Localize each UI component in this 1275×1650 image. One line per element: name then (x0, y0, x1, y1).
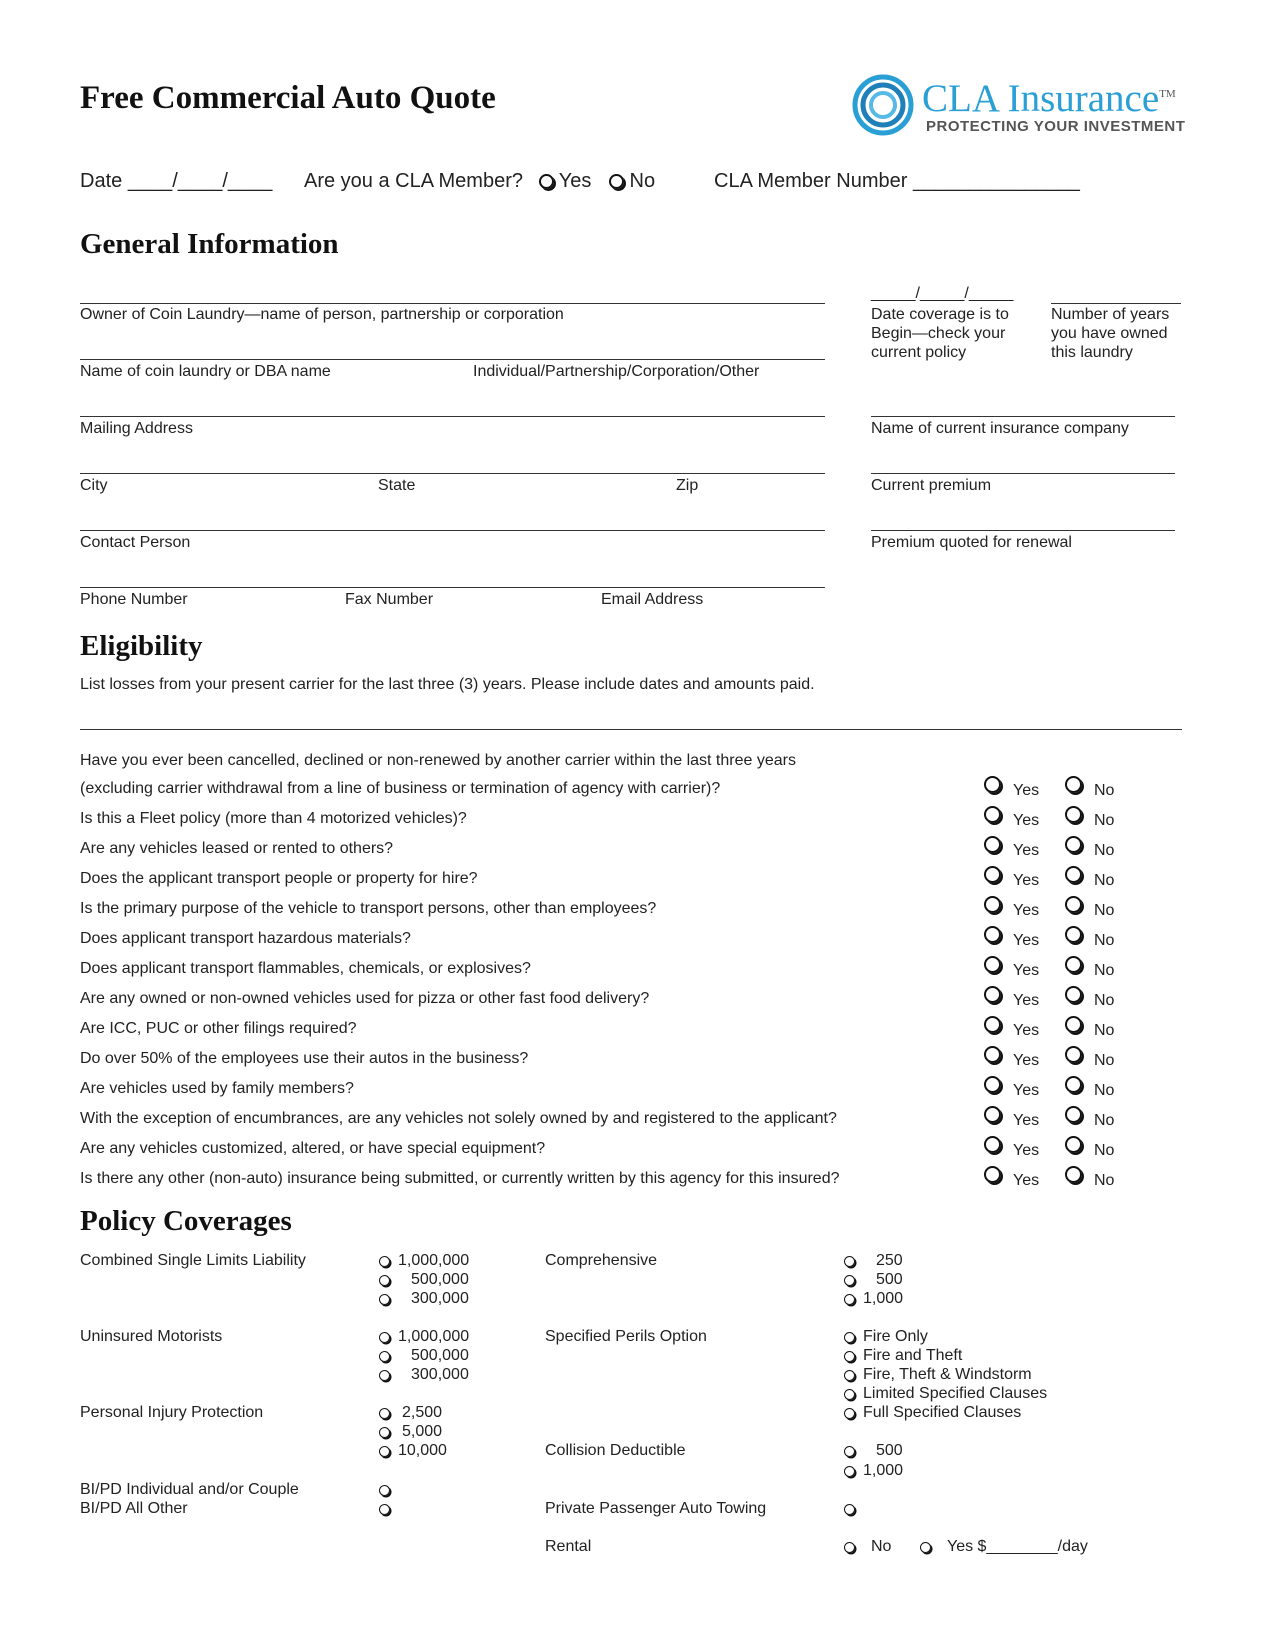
bipd-individual-label: BI/PD Individual and/or Couple (80, 1481, 299, 1498)
member-yes-option[interactable]: Yes (539, 170, 597, 192)
radio-icon[interactable] (379, 1370, 390, 1381)
eligibility-yes-option[interactable] (984, 806, 1040, 829)
radio-icon[interactable] (844, 1466, 855, 1477)
radio-icon[interactable] (984, 986, 1001, 1003)
eligibility-question-row (80, 810, 1215, 830)
eligibility-question-text: Are ICC, PUC or other filings required? (80, 1020, 357, 1037)
eligibility-question-row (80, 840, 1215, 860)
perils-option[interactable]: Fire Only (844, 1327, 928, 1346)
towing-label: Private Passenger Auto Towing (545, 1500, 767, 1517)
eligibility-question-row (80, 1020, 1215, 1040)
radio-icon[interactable] (844, 1275, 855, 1286)
radio-icon[interactable] (1065, 776, 1082, 793)
eligibility-no-option[interactable] (1065, 1106, 1115, 1129)
radio-icon[interactable] (1065, 866, 1082, 883)
eligibility-yes-option[interactable] (984, 1136, 1040, 1159)
eligibility-no-label: No (1094, 1052, 1115, 1069)
eligibility-yes-label: Yes (1013, 1172, 1040, 1189)
specified-perils-label: Specified Perils Option (545, 1328, 707, 1345)
mailing-address-label: Mailing Address (80, 420, 193, 437)
eligibility-no-option[interactable] (1065, 1076, 1115, 1099)
current-insurer-label: Name of current insurance company (871, 420, 1129, 437)
entity-type-label: Individual/Partnership/Corporation/Other (473, 363, 760, 380)
eligibility-question-text: With the exception of encumbrances, are any vehicles not solely owned by and registered to the applicant? (80, 1110, 837, 1127)
radio-icon[interactable] (984, 836, 1001, 853)
radio-icon[interactable] (984, 956, 1001, 973)
radio-icon[interactable] (539, 174, 554, 189)
eligibility-no-option[interactable] (1065, 1166, 1115, 1189)
radio-icon[interactable] (379, 1332, 390, 1343)
eligibility-question-row (80, 1050, 1215, 1070)
rental-label: Rental (545, 1538, 592, 1555)
pip-option[interactable]: 5,000 (379, 1422, 442, 1441)
eligibility-yes-label: Yes (1013, 1142, 1040, 1159)
eligibility-yes-option[interactable] (984, 1166, 1040, 1189)
radio-icon[interactable] (609, 174, 624, 189)
radio-icon[interactable] (844, 1351, 855, 1362)
radio-icon[interactable] (379, 1408, 390, 1419)
radio-icon[interactable] (844, 1332, 855, 1343)
owner-field-line[interactable] (80, 303, 825, 304)
eligibility-no-option[interactable] (1065, 806, 1115, 829)
eligibility-no-option[interactable] (1065, 1136, 1115, 1159)
date-field[interactable]: ____/____/____ (127, 170, 273, 192)
policy-coverages-heading: Policy Coverages (80, 1205, 292, 1237)
radio-icon[interactable] (984, 1136, 1001, 1153)
date-line (80, 170, 272, 193)
eligibility-question-row (80, 900, 1215, 920)
eligibility-yes-option[interactable] (984, 986, 1040, 1009)
collision-option[interactable]: 500 (844, 1441, 903, 1460)
um-option[interactable]: 1,000,000 (379, 1327, 469, 1346)
radio-icon[interactable] (1065, 896, 1082, 913)
eligibility-no-option[interactable] (1065, 1046, 1115, 1069)
radio-icon[interactable] (984, 1016, 1001, 1033)
city-label: City (80, 477, 108, 494)
uninsured-motorists-label: Uninsured Motorists (80, 1328, 223, 1345)
eligibility-question-row (80, 870, 1215, 890)
rental-yes-option[interactable]: Yes $________/day (920, 1537, 1088, 1556)
phone-number-label: Phone Number (80, 591, 188, 608)
eligibility-yes-option[interactable] (984, 776, 1040, 799)
rental-no-option[interactable]: No (844, 1537, 891, 1556)
collision-option[interactable]: 1,000 (844, 1461, 903, 1480)
eligibility-no-option[interactable] (1065, 1016, 1115, 1039)
radio-icon[interactable] (1065, 836, 1082, 853)
comprehensive-option[interactable]: 500 (844, 1270, 903, 1289)
fax-number-label: Fax Number (345, 591, 434, 608)
radio-icon[interactable] (984, 776, 1001, 793)
coverage-date-label: Date coverage is to Begin—check your current policy (871, 306, 1009, 361)
radio-icon[interactable] (1065, 1016, 1082, 1033)
eligibility-question-text: (excluding carrier withdrawal from a line of business or termination of agency with carrier)? (80, 780, 721, 797)
eligibility-yes-option[interactable] (984, 1046, 1040, 1069)
radio-icon[interactable] (920, 1542, 931, 1553)
eligibility-no-label: No (1094, 812, 1115, 829)
eligibility-yes-option[interactable] (984, 1106, 1040, 1129)
eligibility-question-text: Does applicant transport hazardous materials? (80, 930, 411, 947)
radio-icon[interactable] (379, 1485, 390, 1496)
radio-icon[interactable] (1065, 926, 1082, 943)
radio-icon[interactable] (1065, 1046, 1082, 1063)
csl-label: Combined Single Limits Liability (80, 1252, 306, 1269)
csl-option[interactable]: 300,000 (379, 1289, 469, 1308)
member-question-label: Are you a CLA Member? (304, 170, 523, 192)
state-label: State (378, 477, 416, 494)
comprehensive-option[interactable]: 250 (844, 1251, 903, 1270)
premium-field-line[interactable] (871, 473, 1175, 474)
radio-icon[interactable] (984, 926, 1001, 943)
radio-icon[interactable] (844, 1408, 855, 1419)
csl-option[interactable]: 500,000 (379, 1270, 469, 1289)
eligibility-yes-label: Yes (1013, 1112, 1040, 1129)
eligibility-yes-option[interactable] (984, 1076, 1040, 1099)
eligibility-yes-option[interactable] (984, 926, 1040, 949)
radio-icon[interactable] (844, 1370, 855, 1381)
contact-person-label: Contact Person (80, 534, 191, 551)
eligibility-question-row (80, 1140, 1215, 1160)
eligibility-question-text: Are any vehicles customized, altered, or have special equipment? (80, 1140, 546, 1157)
radio-icon[interactable] (1065, 986, 1082, 1003)
eligibility-yes-label: Yes (1013, 1022, 1040, 1039)
email-address-label: Email Address (601, 591, 704, 608)
eligibility-question-text: Do over 50% of the employees use their autos in the business? (80, 1050, 529, 1067)
perils-option[interactable]: Limited Specified Clauses (844, 1384, 1047, 1403)
eligibility-yes-label: Yes (1013, 1052, 1040, 1069)
pip-label: Personal Injury Protection (80, 1404, 264, 1421)
eligibility-no-label: No (1094, 932, 1115, 949)
radio-icon[interactable] (379, 1427, 390, 1438)
eligibility-yes-option[interactable] (984, 896, 1040, 919)
radio-icon[interactable] (379, 1446, 390, 1457)
logo-tagline: PROTECTING YOUR INVESTMENT (926, 118, 1186, 135)
coverage-date-field[interactable]: _____/_____/_____ (871, 285, 1014, 302)
eligibility-yes-label: Yes (1013, 782, 1040, 799)
dba-field-line[interactable] (80, 359, 825, 360)
comprehensive-option[interactable]: 1,000 (844, 1289, 903, 1308)
eligibility-yes-option[interactable] (984, 836, 1040, 859)
perils-option[interactable]: Fire, Theft & Windstorm (844, 1365, 1032, 1384)
eligibility-no-option[interactable] (1065, 986, 1115, 1009)
radio-icon[interactable] (379, 1351, 390, 1362)
eligibility-question-row (80, 990, 1215, 1010)
radio-icon[interactable] (379, 1275, 390, 1286)
um-option[interactable]: 300,000 (379, 1365, 469, 1384)
losses-field-line[interactable] (80, 729, 1182, 730)
eligibility-question-row (80, 930, 1215, 950)
owner-label: Owner of Coin Laundry—name of person, partnership or corporation (80, 306, 564, 323)
eligibility-question-text: Is the primary purpose of the vehicle to transport persons, other than employees? (80, 900, 657, 917)
concentric-rings-icon (852, 74, 914, 136)
radio-icon[interactable] (379, 1294, 390, 1305)
eligibility-heading: Eligibility (80, 630, 203, 662)
eligibility-yes-label: Yes (1013, 992, 1040, 1009)
years-owned-label: Number of years you have owned this laundry (1051, 306, 1170, 361)
page-title: Free Commercial Auto Quote (80, 80, 496, 116)
dba-label: Name of coin laundry or DBA name (80, 363, 331, 380)
eligibility-question-text: Does applicant transport flammables, chemicals, or explosives? (80, 960, 531, 977)
radio-icon[interactable] (1065, 956, 1082, 973)
eligibility-no-option[interactable] (1065, 926, 1115, 949)
eligibility-question-row (80, 960, 1215, 980)
eligibility-yes-label: Yes (1013, 962, 1040, 979)
radio-icon[interactable] (1065, 806, 1082, 823)
eligibility-yes-label: Yes (1013, 932, 1040, 949)
um-option[interactable]: 500,000 (379, 1346, 469, 1365)
radio-icon[interactable] (1065, 1136, 1082, 1153)
contact-field-line[interactable] (80, 530, 825, 531)
radio-icon[interactable] (984, 896, 1001, 913)
eligibility-question-text: Does the applicant transport people or property for hire? (80, 870, 478, 887)
eligibility-yes-option[interactable] (984, 956, 1040, 979)
csl-option[interactable]: 1,000,000 (379, 1251, 469, 1270)
eligibility-no-option[interactable] (1065, 776, 1115, 799)
member-question (304, 170, 655, 193)
eligibility-question-row (80, 1080, 1215, 1100)
losses-instructions: List losses from your present carrier for the last three (3) years. Please include dates and amounts paid. (80, 676, 815, 693)
eligibility-question-text: Are any owned or non-owned vehicles used for pizza or other fast food delivery? (80, 990, 650, 1007)
general-information-heading: General Information (80, 228, 339, 260)
towing-option[interactable] (844, 1499, 863, 1518)
radio-icon[interactable] (1065, 1106, 1082, 1123)
phone-fax-email-field-line[interactable] (80, 587, 825, 588)
eligibility-yes-label: Yes (1013, 872, 1040, 889)
radio-icon[interactable] (844, 1504, 855, 1515)
radio-icon[interactable] (379, 1256, 390, 1267)
pip-option[interactable]: 10,000 (379, 1441, 447, 1460)
bipd-other-label: BI/PD All Other (80, 1500, 188, 1517)
years-owned-field-line[interactable] (1051, 303, 1181, 304)
date-label: Date (80, 170, 123, 192)
eligibility-yes-option[interactable] (984, 866, 1040, 889)
perils-option[interactable]: Fire and Theft (844, 1346, 962, 1365)
eligibility-question-text: Are any vehicles leased or rented to others? (80, 840, 394, 857)
renewal-premium-label: Premium quoted for renewal (871, 534, 1072, 551)
radio-icon[interactable] (844, 1389, 855, 1400)
bipd-other-option[interactable] (379, 1499, 398, 1518)
eligibility-question-row (80, 780, 1215, 800)
eligibility-no-option[interactable] (1065, 836, 1115, 859)
eligibility-no-label: No (1094, 872, 1115, 889)
pip-option[interactable]: 2,500 (379, 1403, 442, 1422)
eligibility-question-row (80, 1110, 1215, 1130)
radio-icon[interactable] (984, 806, 1001, 823)
eligibility-no-label: No (1094, 902, 1115, 919)
eligibility-no-option[interactable] (1065, 866, 1115, 889)
radio-icon[interactable] (379, 1504, 390, 1515)
member-number-field[interactable]: _______________ (912, 170, 1080, 192)
radio-icon[interactable] (984, 1166, 1001, 1183)
member-no-option[interactable]: No (609, 170, 655, 192)
radio-icon[interactable] (984, 1076, 1001, 1093)
eligibility-yes-label: Yes (1013, 842, 1040, 859)
cancelled-question-line1: Have you ever been cancelled, declined or non-renewed by another carrier within the last three years (80, 752, 796, 769)
logo-brand: CLA Insurance™ (922, 77, 1176, 120)
eligibility-no-label: No (1094, 1022, 1115, 1039)
radio-icon[interactable] (1065, 1076, 1082, 1093)
trademark-mark: TM (1159, 88, 1176, 100)
eligibility-yes-label: Yes (1013, 1082, 1040, 1099)
current-premium-label: Current premium (871, 477, 992, 494)
member-number-label: CLA Member Number (714, 170, 908, 192)
eligibility-no-label: No (1094, 782, 1115, 799)
eligibility-no-label: No (1094, 842, 1115, 859)
radio-icon[interactable] (984, 1046, 1001, 1063)
eligibility-question-text: Is there any other (non-auto) insurance being submitted, or currently written by this agency for this insured? (80, 1170, 840, 1187)
eligibility-yes-label: Yes (1013, 902, 1040, 919)
eligibility-no-option[interactable] (1065, 956, 1115, 979)
eligibility-no-label: No (1094, 1172, 1115, 1189)
eligibility-no-option[interactable] (1065, 896, 1115, 919)
perils-option[interactable]: Full Specified Clauses (844, 1403, 1021, 1422)
city-state-zip-field-line[interactable] (80, 473, 825, 474)
radio-icon[interactable] (984, 866, 1001, 883)
eligibility-no-label: No (1094, 1142, 1115, 1159)
eligibility-question-row (80, 1170, 1215, 1190)
eligibility-question-text: Is this a Fleet policy (more than 4 motorized vehicles)? (80, 810, 467, 827)
bipd-individual-option[interactable] (379, 1480, 398, 1499)
eligibility-no-label: No (1094, 992, 1115, 1009)
radio-icon[interactable] (984, 1106, 1001, 1123)
comprehensive-label: Comprehensive (545, 1252, 658, 1269)
renewal-field-line[interactable] (871, 530, 1175, 531)
eligibility-no-label: No (1094, 1112, 1115, 1129)
eligibility-question-text: Are vehicles used by family members? (80, 1080, 354, 1097)
eligibility-yes-option[interactable] (984, 1016, 1040, 1039)
radio-icon[interactable] (844, 1446, 855, 1457)
eligibility-no-label: No (1094, 962, 1115, 979)
radio-icon[interactable] (844, 1542, 855, 1553)
insurer-field-line[interactable] (871, 416, 1175, 417)
radio-icon[interactable] (844, 1294, 855, 1305)
radio-icon[interactable] (844, 1256, 855, 1267)
eligibility-yes-label: Yes (1013, 812, 1040, 829)
mailing-field-line[interactable] (80, 416, 825, 417)
zip-label: Zip (676, 477, 699, 494)
collision-deductible-label: Collision Deductible (545, 1442, 686, 1459)
member-number (714, 170, 1080, 193)
radio-icon[interactable] (1065, 1166, 1082, 1183)
eligibility-no-label: No (1094, 1082, 1115, 1099)
